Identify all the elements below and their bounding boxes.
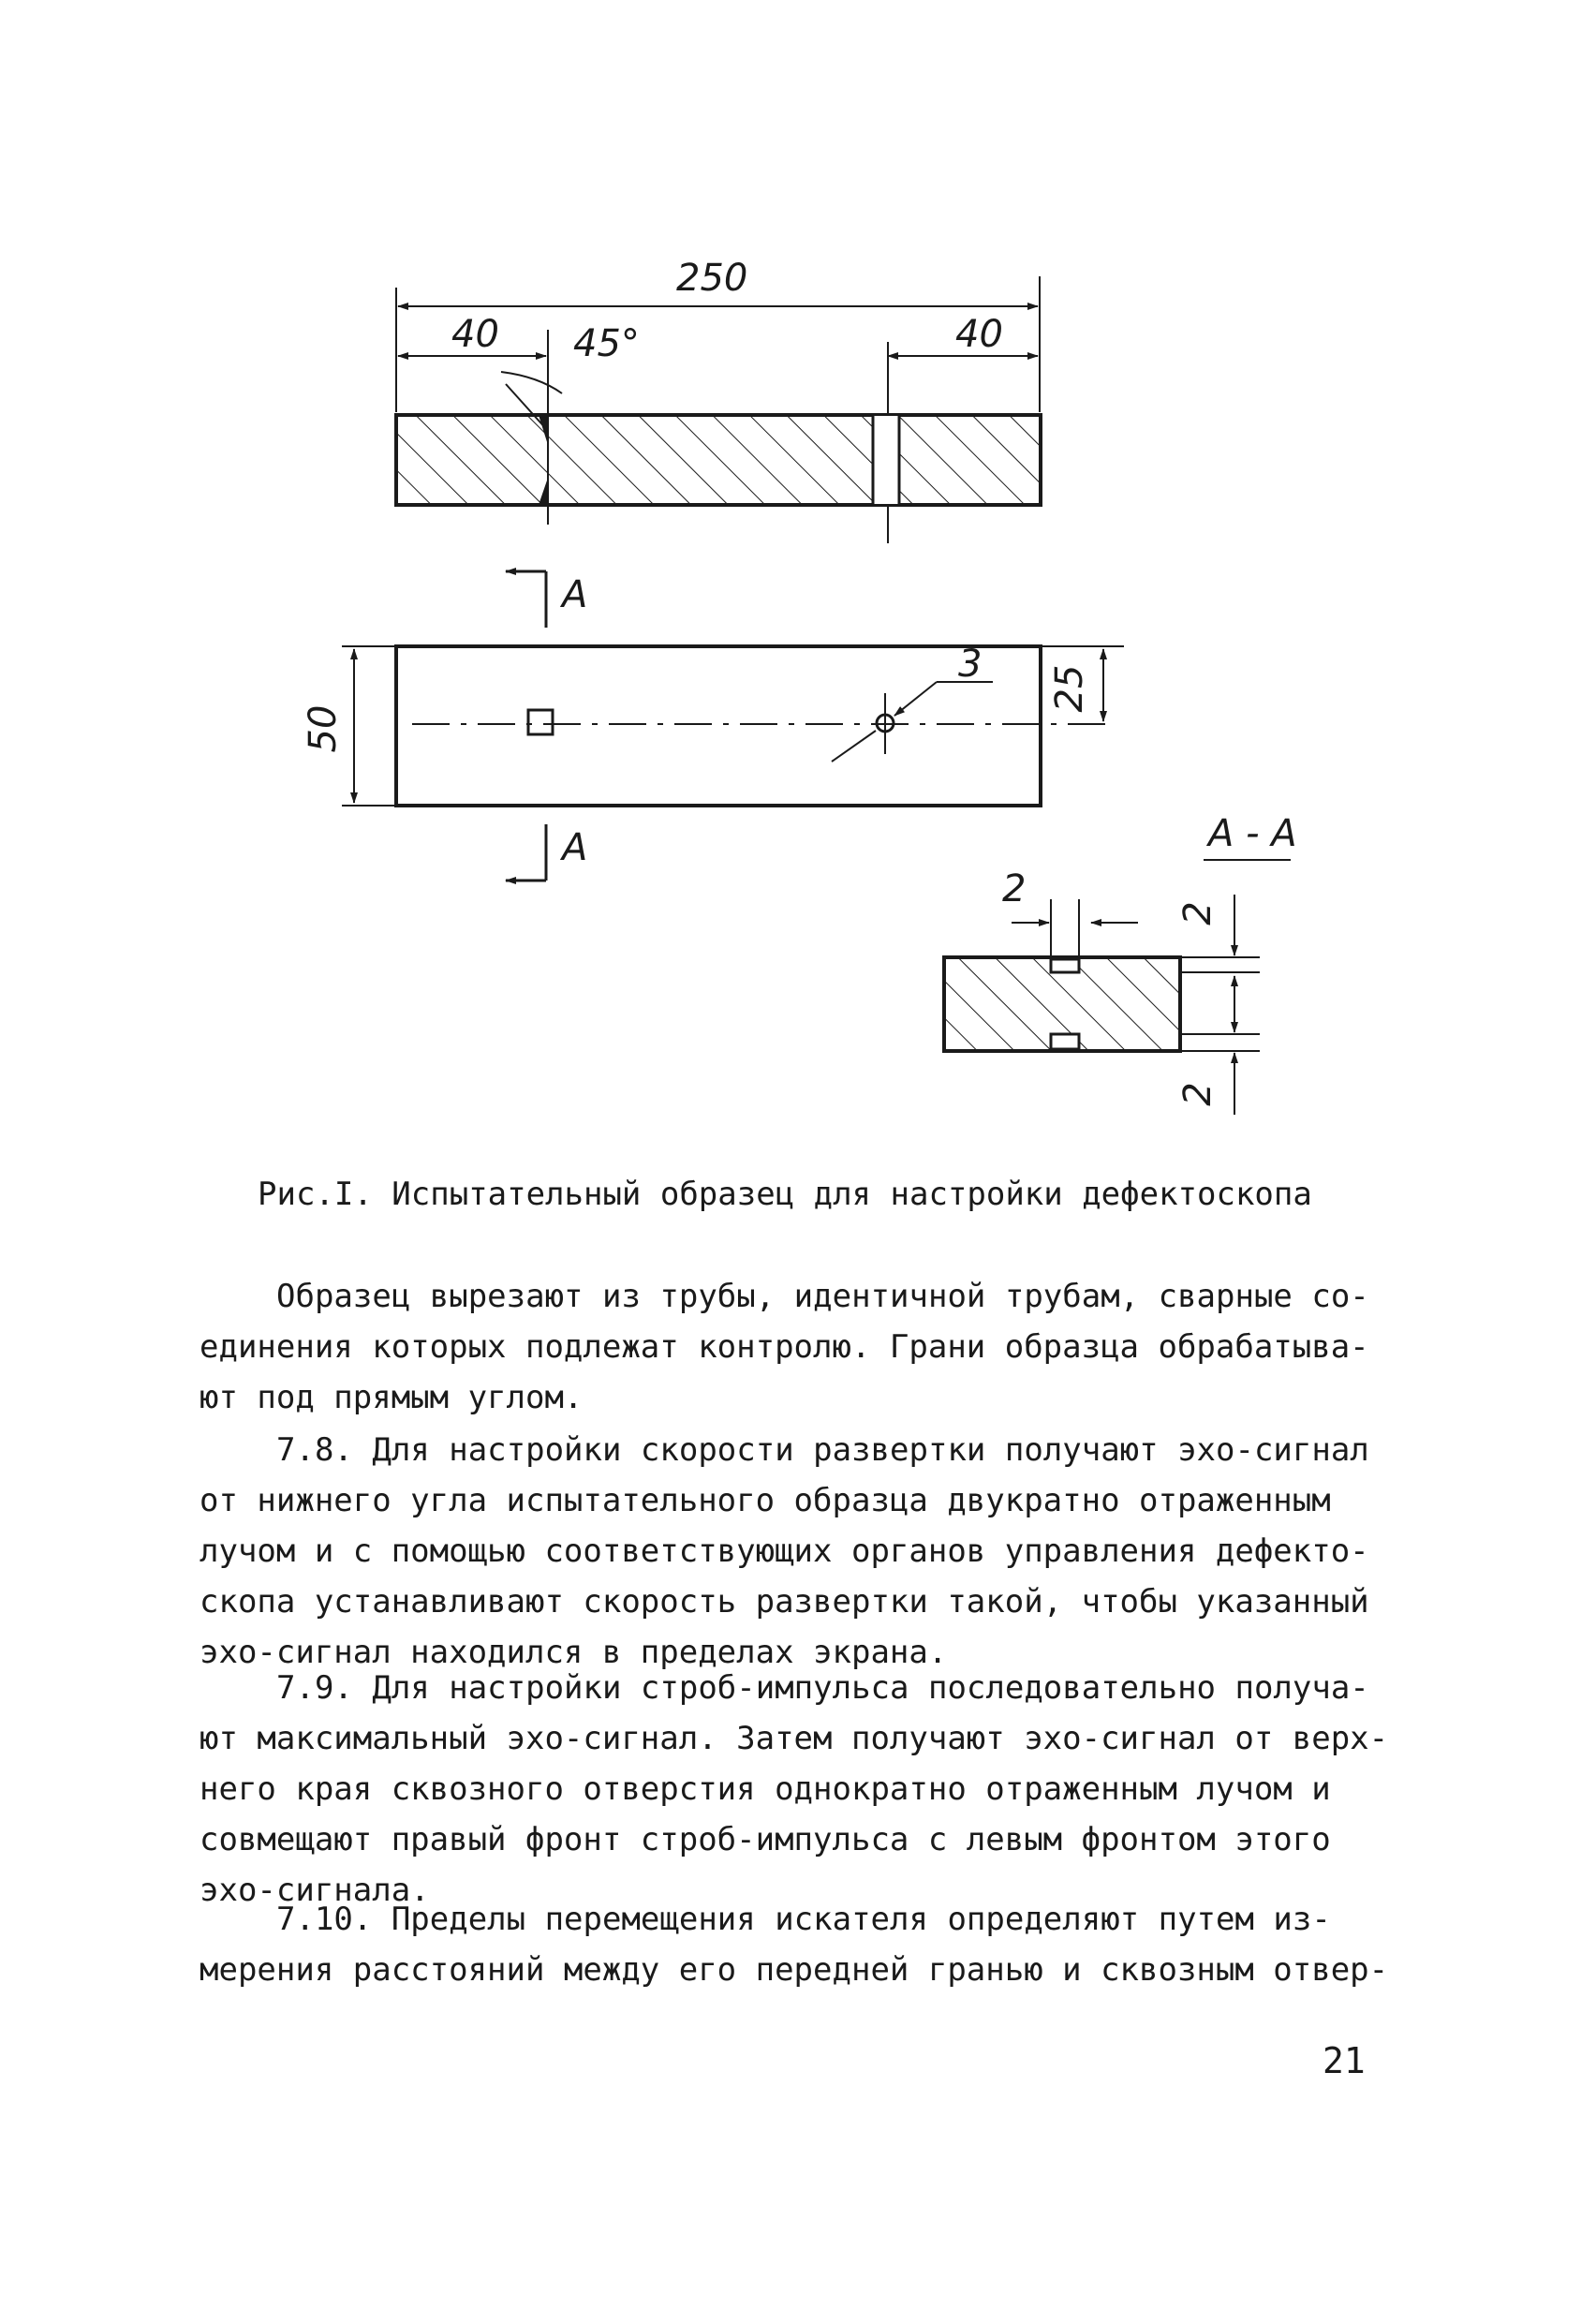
section-title: A - A: [1208, 812, 1297, 855]
page-number: 21: [1323, 2040, 1366, 2081]
dim-left-offset: 40: [451, 313, 499, 356]
dim-notch-width: 2: [1002, 867, 1027, 910]
text-line: эхо-сигнала.: [200, 1872, 430, 1909]
text-line: лучом и с помощью соответствующих органов управления дефекто-: [200, 1532, 1369, 1570]
section-mark-top: A: [562, 573, 588, 616]
text-line: 7.8. Для настройки скорости развертки получают эхо-сигнал: [276, 1431, 1369, 1469]
text-line: Образец вырезают из трубы, идентичной трубам, сварные со-: [276, 1278, 1369, 1315]
text-line: от нижнего угла испытательного образца двукратно отраженным: [200, 1482, 1331, 1519]
dim-notch-depth-bottom: 2: [1176, 1082, 1219, 1106]
text-line: совмещают правый фронт строб-импульса с левым фронтом этого: [200, 1821, 1331, 1858]
text-line: 7.9. Для настройки строб-импульса последовательно получа-: [276, 1669, 1369, 1707]
text-line: него края сквозного отверстия однократно отраженным лучом и: [200, 1770, 1331, 1808]
plan-view: [302, 571, 1124, 881]
figure-caption: Рис.I. Испытательный образец для настройки дефектоскопа: [258, 1176, 1312, 1213]
dim-hole-offset: 25: [1048, 664, 1091, 713]
section-mark-bottom: A: [562, 826, 588, 869]
section-view: [944, 812, 1297, 1115]
text-line: мерения расстояний между его передней гранью и сквозным отвер-: [200, 1951, 1389, 1989]
text-line: единения которых подлежат контролю. Грани образца обрабатыва-: [200, 1328, 1369, 1366]
dim-notch-depth-top: 2: [1176, 901, 1219, 925]
dim-width: 50: [302, 704, 345, 753]
paragraph-2: [200, 1425, 1369, 1678]
text-line: 7.10. Пределы перемещения искателя определяют путем из-: [276, 1901, 1331, 1938]
paragraph-4: [200, 1894, 1388, 1995]
text-line: ют под прямым углом.: [200, 1379, 584, 1416]
dim-hole-diameter: 3: [958, 643, 983, 686]
text-line: ют максимальный эхо-сигнал. Затем получают эхо-сигнал от верх-: [200, 1720, 1389, 1757]
dim-angle: 45°: [573, 322, 640, 365]
dim-right-offset: 40: [955, 313, 1003, 356]
side-view: [396, 257, 1041, 543]
paragraph-3: [200, 1663, 1388, 1916]
text-line: эхо-сигнал находился в пределах экрана.: [200, 1634, 948, 1671]
dim-total-length: 250: [676, 257, 748, 300]
text-line: скопа устанавливают скорость развертки такой, чтобы указанный: [200, 1583, 1369, 1621]
paragraph-1: [200, 1271, 1369, 1423]
